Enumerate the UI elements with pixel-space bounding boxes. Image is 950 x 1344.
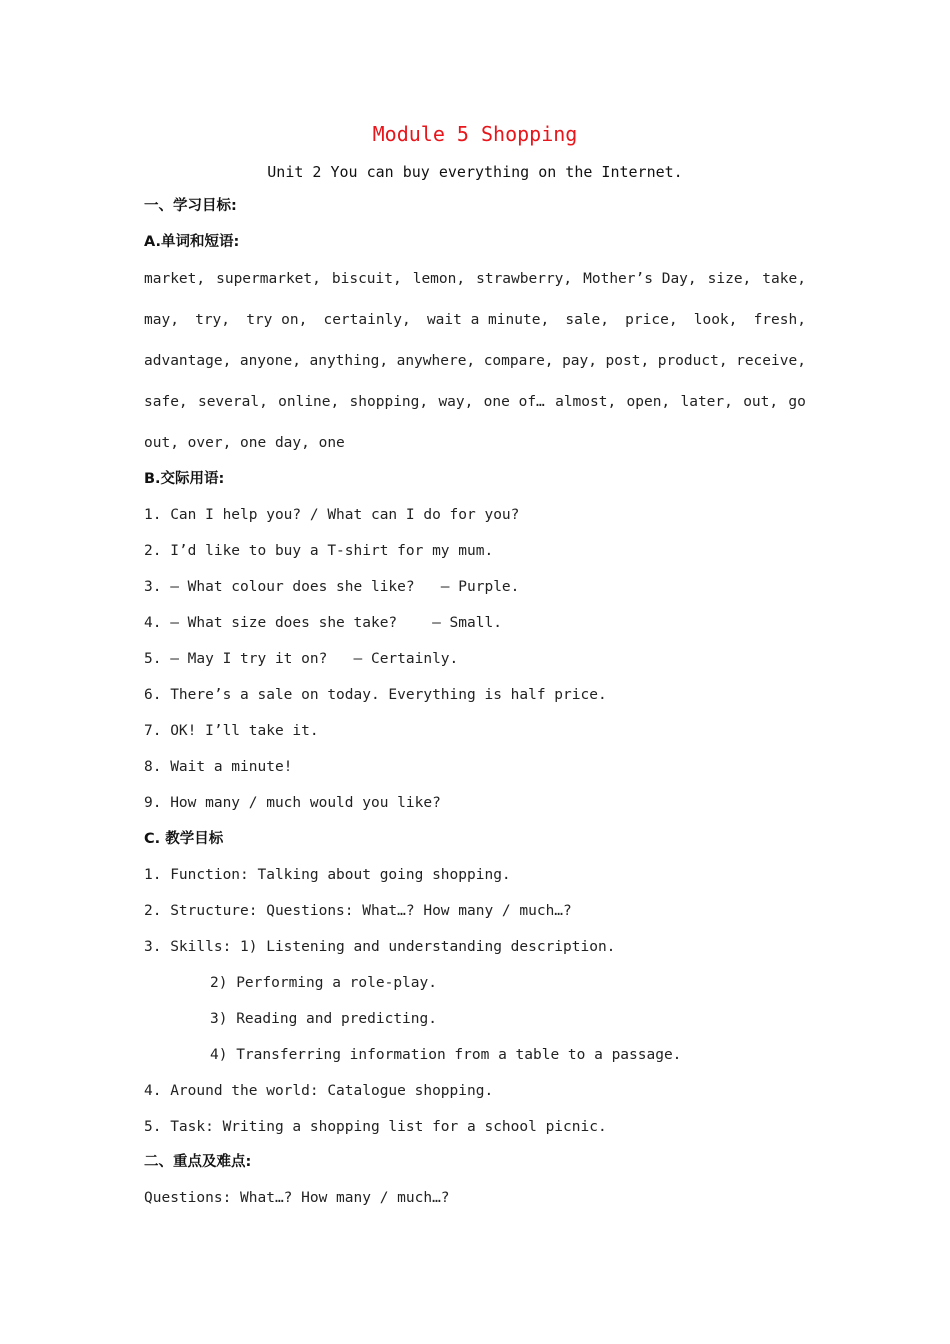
objective-item: 5. Task: Writing a shopping list for a school picnic.: [144, 1119, 607, 1135]
phrase-item: 4. — What size does she take? — Small.: [144, 615, 502, 631]
vocab-word: go: [788, 394, 806, 410]
section-b-heading: B.交际用语:: [144, 471, 225, 487]
vocab-word: biscuit,: [331, 271, 402, 287]
vocab-line-3: [144, 351, 806, 371]
objective-item: 4. Around the world: Catalogue shopping.: [144, 1083, 494, 1099]
objective-item: 2. Structure: Questions: What…? How many / much…?: [144, 903, 572, 919]
vocab-word: open,: [626, 394, 671, 410]
vocab-word: look,: [693, 312, 738, 328]
phrase-item: 3. — What colour does she like? — Purple.: [144, 579, 520, 595]
vocab-word: anywhere,: [396, 353, 476, 369]
vocab-word: pay,: [562, 353, 597, 369]
vocab-word: certainly,: [323, 312, 411, 328]
vocab-word: size,: [707, 271, 752, 287]
vocab-word: Mother’s Day,: [583, 271, 697, 287]
vocab-word: may,: [144, 312, 179, 328]
phrase-item: 8. Wait a minute!: [144, 759, 293, 775]
vocab-word: one of…: [483, 394, 545, 410]
section-2-heading: 二、重点及难点:: [144, 1154, 252, 1170]
vocab-word: try,: [195, 312, 231, 328]
section-1-heading: 一、学习目标:: [144, 198, 237, 214]
vocab-word: strawberry,: [476, 271, 573, 287]
vocab-word: safe,: [144, 394, 188, 410]
vocab-word: try on,: [246, 312, 308, 328]
vocab-line-5: out, over, one day, one: [144, 435, 345, 451]
vocab-line-2: [144, 310, 806, 330]
vocab-word: later,: [680, 394, 733, 410]
vocab-line-1: [144, 269, 806, 289]
vocab-word: anyone,: [239, 353, 301, 369]
vocab-word: take,: [762, 271, 806, 287]
vocab-word: compare,: [483, 353, 554, 369]
vocab-word: sale,: [565, 312, 609, 328]
vocab-word: almost,: [555, 394, 617, 410]
vocab-word: market,: [144, 271, 206, 287]
phrase-item: 2. I’d like to buy a T-shirt for my mum.: [144, 543, 494, 559]
vocab-word: several,: [197, 394, 268, 410]
section-a-heading: A.单词和短语:: [144, 234, 240, 250]
key-point: Questions: What…? How many / much…?: [144, 1190, 450, 1206]
vocab-word: product,: [657, 353, 728, 369]
vocab-word: fresh,: [753, 312, 806, 328]
vocab-word: receive,: [736, 353, 806, 369]
vocab-word: way,: [438, 394, 474, 410]
skill-subitem: 2) Performing a role-play.: [210, 975, 437, 991]
vocab-line-4: [144, 392, 806, 412]
section-c-heading: C. 教学目标: [144, 831, 224, 847]
phrase-item: 6. There’s a sale on today. Everything is half price.: [144, 687, 607, 703]
vocab-word: wait a minute,: [426, 312, 550, 328]
phrase-item: 1. Can I help you? / What can I do for you?: [144, 507, 520, 523]
objective-item: 3. Skills: 1) Listening and understanding description.: [144, 939, 616, 955]
vocab-word: online,: [278, 394, 340, 410]
document-title: Module 5 Shopping: [372, 122, 578, 146]
objective-item: 1. Function: Talking about going shopping.: [144, 867, 511, 883]
vocab-word: lemon,: [412, 271, 466, 287]
document-subtitle: Unit 2 You can buy everything on the Internet.: [267, 163, 683, 181]
phrase-item: 9. How many / much would you like?: [144, 795, 441, 811]
vocab-word: price,: [625, 312, 678, 328]
skill-subitem: 3) Reading and predicting.: [210, 1011, 437, 1027]
vocab-word: supermarket,: [216, 271, 321, 287]
phrase-item: 7. OK! I’ll take it.: [144, 723, 319, 739]
skill-subitem: 4) Transferring information from a table to a passage.: [210, 1047, 682, 1063]
vocab-word: out,: [743, 394, 779, 410]
vocab-word: advantage,: [144, 353, 232, 369]
phrase-item: 5. — May I try it on? — Certainly.: [144, 651, 459, 667]
vocab-word: shopping,: [349, 394, 429, 410]
vocab-word: post,: [605, 353, 650, 369]
vocab-word: anything,: [309, 353, 389, 369]
